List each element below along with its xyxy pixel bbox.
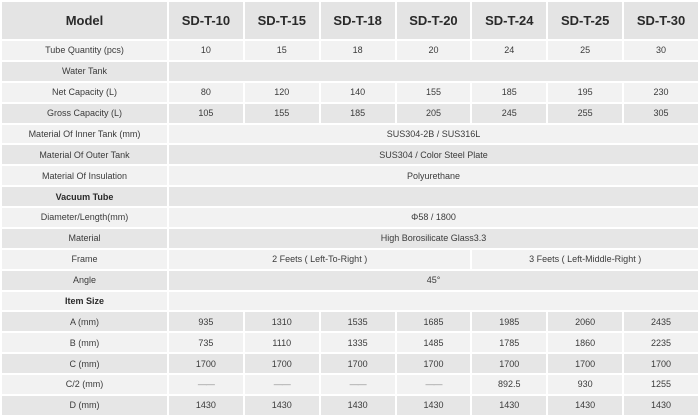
cell-value: 935	[169, 312, 243, 331]
row-label: Frame	[2, 250, 167, 269]
row-tube-quantity	[2, 41, 698, 60]
cell-value: 735	[169, 333, 243, 352]
cell-value: 185	[321, 104, 395, 123]
row-inner-tank	[2, 125, 698, 144]
row-label: C (mm)	[2, 354, 167, 373]
cell-value: 20	[397, 41, 471, 60]
cell-value: 1430	[624, 396, 698, 415]
cell-value: 930	[548, 375, 622, 394]
cell-value: 2235	[624, 333, 698, 352]
cell-empty	[169, 187, 698, 206]
header-row	[2, 2, 698, 39]
row-frame	[2, 250, 698, 269]
cell-value: 1860	[548, 333, 622, 352]
cell-value: 1485	[397, 333, 471, 352]
row-label: Material Of Outer Tank	[2, 145, 167, 164]
cell-value: 1430	[321, 396, 395, 415]
cell-value: ——	[169, 375, 243, 394]
cell-value: 155	[397, 83, 471, 102]
cell-value: 185	[472, 83, 546, 102]
row-label: Tube Quantity (pcs)	[2, 41, 167, 60]
row-item-size	[2, 292, 698, 311]
cell-value: 245	[472, 104, 546, 123]
model-header-sd-t-10: SD-T-10	[169, 2, 243, 39]
cell-value: 1685	[397, 312, 471, 331]
row-water-tank	[2, 62, 698, 81]
cell-value: 1430	[397, 396, 471, 415]
cell-value: 140	[321, 83, 395, 102]
model-header-sd-t-25: SD-T-25	[548, 2, 622, 39]
row-label: A (mm)	[2, 312, 167, 331]
cell-value: 1700	[472, 354, 546, 373]
cell-value-merged: High Borosilicate Glass3.3	[169, 229, 698, 248]
row-label: D (mm)	[2, 396, 167, 415]
cell-empty	[169, 62, 698, 81]
row-net-capacity	[2, 83, 698, 102]
cell-empty	[169, 292, 698, 311]
row-label: Water Tank	[2, 62, 167, 81]
row-outer-tank	[2, 145, 698, 164]
cell-value: 1700	[321, 354, 395, 373]
cell-value: 1430	[548, 396, 622, 415]
cell-value: 1700	[245, 354, 319, 373]
cell-value: 230	[624, 83, 698, 102]
cell-value: 1785	[472, 333, 546, 352]
row-c2-mm	[2, 375, 698, 394]
cell-value: 10	[169, 41, 243, 60]
cell-value: 1430	[472, 396, 546, 415]
row-b-mm	[2, 333, 698, 352]
row-insulation	[2, 166, 698, 185]
cell-value: ——	[397, 375, 471, 394]
row-label: Material Of Insulation	[2, 166, 167, 185]
cell-value: 1985	[472, 312, 546, 331]
section-heading: Vacuum Tube	[2, 187, 167, 206]
row-label: Diameter/Length(mm)	[2, 208, 167, 227]
cell-value: 1255	[624, 375, 698, 394]
row-diameter-length	[2, 208, 698, 227]
cell-value: 24	[472, 41, 546, 60]
cell-value: 195	[548, 83, 622, 102]
row-label: C/2 (mm)	[2, 375, 167, 394]
cell-value: 205	[397, 104, 471, 123]
cell-value: 1310	[245, 312, 319, 331]
cell-value: 2435	[624, 312, 698, 331]
cell-value: 155	[245, 104, 319, 123]
row-label: Material	[2, 229, 167, 248]
cell-value-merged: Polyurethane	[169, 166, 698, 185]
model-header-sd-t-20: SD-T-20	[397, 2, 471, 39]
cell-value: 1700	[548, 354, 622, 373]
row-a-mm	[2, 312, 698, 331]
cell-value: 120	[245, 83, 319, 102]
cell-value: 1535	[321, 312, 395, 331]
row-label: Net Capacity (L)	[2, 83, 167, 102]
cell-value: 1430	[169, 396, 243, 415]
cell-value: 1430	[245, 396, 319, 415]
cell-value: ——	[245, 375, 319, 394]
cell-value: 305	[624, 104, 698, 123]
cell-value: 892.5	[472, 375, 546, 394]
cell-value: ——	[321, 375, 395, 394]
row-label: Gross Capacity (L)	[2, 104, 167, 123]
cell-value: 30	[624, 41, 698, 60]
model-header-sd-t-30: SD-T-30	[624, 2, 698, 39]
row-d-mm	[2, 396, 698, 415]
cell-value: 1700	[169, 354, 243, 373]
cell-value-merged: 45°	[169, 271, 698, 290]
cell-value: 2060	[548, 312, 622, 331]
cell-value: 1700	[624, 354, 698, 373]
row-label: B (mm)	[2, 333, 167, 352]
cell-value-merged: SUS304-2B / SUS316L	[169, 125, 698, 144]
cell-value-frame-3-feet: 3 Feets ( Left-Middle-Right )	[472, 250, 698, 269]
cell-value: 1110	[245, 333, 319, 352]
cell-value: 15	[245, 41, 319, 60]
row-angle	[2, 271, 698, 290]
cell-value: 255	[548, 104, 622, 123]
section-heading: Item Size	[2, 292, 167, 311]
cell-value-merged: SUS304 / Color Steel Plate	[169, 145, 698, 164]
model-header-sd-t-15: SD-T-15	[245, 2, 319, 39]
cell-value: 25	[548, 41, 622, 60]
cell-value: 80	[169, 83, 243, 102]
row-vacuum-tube	[2, 187, 698, 206]
row-label: Angle	[2, 271, 167, 290]
model-header-sd-t-18: SD-T-18	[321, 2, 395, 39]
cell-value: 1335	[321, 333, 395, 352]
row-c-mm	[2, 354, 698, 373]
row-gross-capacity	[2, 104, 698, 123]
row-label: Material Of Inner Tank (mm)	[2, 125, 167, 144]
model-header: Model	[2, 2, 167, 39]
cell-value-merged: Φ58 / 1800	[169, 208, 698, 227]
row-material	[2, 229, 698, 248]
cell-value: 1700	[397, 354, 471, 373]
cell-value: 105	[169, 104, 243, 123]
model-header-sd-t-24: SD-T-24	[472, 2, 546, 39]
cell-value: 18	[321, 41, 395, 60]
cell-value-frame-2-feet: 2 Feets ( Left-To-Right )	[169, 250, 470, 269]
